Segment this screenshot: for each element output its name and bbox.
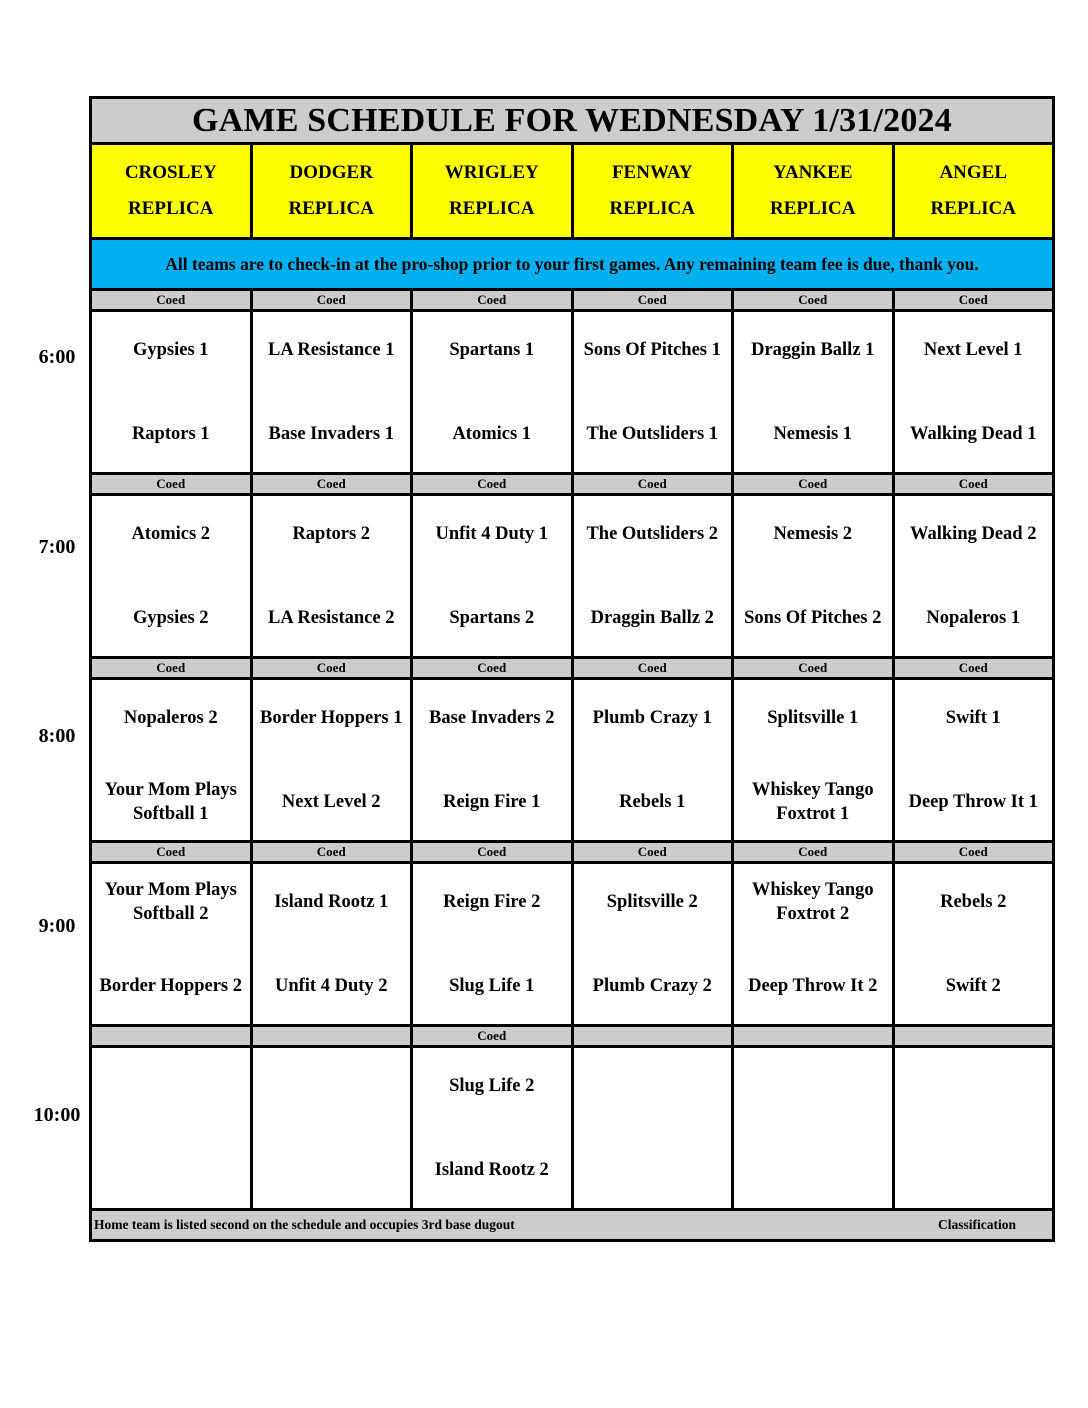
classification-cell xyxy=(251,1026,412,1047)
classification-row xyxy=(91,474,1054,495)
game-cell xyxy=(893,495,1054,658)
away-team: Raptors 2 xyxy=(292,524,371,544)
home-team: Deep Throw It 1 xyxy=(908,792,1038,812)
field-header xyxy=(733,144,894,239)
home-team: Unfit 4 Duty 2 xyxy=(274,976,388,996)
classification-cell: Coed xyxy=(251,474,412,495)
game-cell xyxy=(251,495,412,658)
home-team-note: Home team is listed second on the schedule and occupies 3rd base dugout xyxy=(94,1217,515,1232)
classification-cell: Coed xyxy=(893,842,1054,863)
game-row xyxy=(91,311,1054,474)
away-team: Swift 1 xyxy=(945,708,1001,728)
home-team xyxy=(574,1143,732,1197)
game-row xyxy=(91,679,1054,842)
game-cell xyxy=(572,311,733,474)
check-in-notice: All teams are to check-in at the pro-shop prior to your first games. Any remaining team fee is due, thank you. xyxy=(91,239,1054,290)
away-team: Spartans 1 xyxy=(449,340,535,360)
classification-cell: Coed xyxy=(893,658,1054,679)
field-subtitle: REPLICA xyxy=(769,198,856,219)
field-subtitle: REPLICA xyxy=(448,198,535,219)
game-cell xyxy=(733,311,894,474)
classification-cell: Coed xyxy=(251,842,412,863)
game-cell xyxy=(91,1047,252,1210)
home-team: Spartans 2 xyxy=(449,608,535,628)
classification-row xyxy=(91,658,1054,679)
home-team: Nopaleros 1 xyxy=(926,608,1021,628)
classification-cell: Coed xyxy=(412,474,573,495)
page-title: GAME SCHEDULE FOR WEDNESDAY 1/31/2024 xyxy=(91,98,1054,144)
field-name: WRIGLEY xyxy=(444,162,539,183)
away-team xyxy=(253,1059,411,1113)
field-name: CROSLEY xyxy=(124,162,217,183)
classification-cell: Coed xyxy=(412,1026,573,1047)
schedule-table xyxy=(89,96,1055,1242)
away-team: Island Rootz 1 xyxy=(274,892,389,912)
away-team xyxy=(574,1059,732,1113)
home-team: Swift 2 xyxy=(945,976,1001,996)
field-header xyxy=(91,144,252,239)
classification-cell: Coed xyxy=(733,290,894,311)
game-cell xyxy=(251,311,412,474)
time-slot-label: 8:00 xyxy=(38,725,76,747)
away-team: Reign Fire 2 xyxy=(443,892,541,912)
home-team: Plumb Crazy 2 xyxy=(592,976,712,996)
game-cell xyxy=(251,1047,412,1210)
field-subtitle: REPLICA xyxy=(288,198,374,219)
home-team xyxy=(734,1143,892,1197)
away-team: Unfit 4 Duty 1 xyxy=(435,524,549,544)
home-team: Gypsies 2 xyxy=(132,608,209,628)
game-cell xyxy=(733,495,894,658)
game-row xyxy=(91,863,1054,1026)
away-team: Border Hoppers 1 xyxy=(259,708,403,728)
classification-cell: Coed xyxy=(893,474,1054,495)
classification-cell: Coed xyxy=(91,658,252,679)
classification-row xyxy=(91,842,1054,863)
field-subtitle: REPLICA xyxy=(609,198,695,219)
game-cell xyxy=(251,679,412,842)
home-team: Border Hoppers 2 xyxy=(99,976,243,996)
away-team: Whiskey Tango Foxtrot 2 xyxy=(751,880,874,924)
game-row xyxy=(91,1047,1054,1210)
home-team: Slug Life 1 xyxy=(449,976,535,996)
away-team: Slug Life 2 xyxy=(449,1076,535,1096)
home-team xyxy=(253,1143,411,1197)
game-cell xyxy=(572,495,733,658)
away-team: Rebels 2 xyxy=(940,892,1007,912)
classification-cell xyxy=(893,1026,1054,1047)
away-team: LA Resistance 1 xyxy=(268,340,395,360)
classification-cell: Coed xyxy=(572,658,733,679)
game-row xyxy=(91,495,1054,658)
home-team: Sons Of Pitches 2 xyxy=(744,608,882,628)
away-team: Gypsies 1 xyxy=(132,340,209,360)
game-cell xyxy=(733,863,894,1026)
game-cell xyxy=(412,863,573,1026)
game-cell xyxy=(412,1047,573,1210)
home-team xyxy=(92,1143,250,1197)
away-team: Splitsville 2 xyxy=(606,892,698,912)
classification-cell: Coed xyxy=(91,842,252,863)
away-team: Nopaleros 2 xyxy=(123,708,218,728)
field-subtitle: REPLICA xyxy=(930,198,1016,219)
away-team: Plumb Crazy 1 xyxy=(592,708,712,728)
home-team xyxy=(895,1143,1053,1197)
game-cell xyxy=(412,495,573,658)
classification-cell: Coed xyxy=(91,290,252,311)
home-team: Atomics 1 xyxy=(452,424,532,444)
away-team: Splitsville 1 xyxy=(767,708,859,728)
home-team: Walking Dead 1 xyxy=(910,424,1037,444)
away-team: Draggin Ballz 1 xyxy=(751,340,875,360)
away-team xyxy=(92,1059,250,1113)
classification-label: Classification xyxy=(937,1217,1016,1232)
classification-cell: Coed xyxy=(733,474,894,495)
classification-cell xyxy=(572,1026,733,1047)
field-header xyxy=(893,144,1054,239)
classification-cell xyxy=(91,1026,252,1047)
home-team: Rebels 1 xyxy=(619,792,686,812)
game-cell xyxy=(412,679,573,842)
classification-cell: Coed xyxy=(91,474,252,495)
classification-cell xyxy=(733,1026,894,1047)
game-cell xyxy=(733,1047,894,1210)
game-cell xyxy=(91,863,252,1026)
home-team: Draggin Ballz 2 xyxy=(590,608,714,628)
game-cell xyxy=(91,311,252,474)
footer-row xyxy=(91,1210,1054,1241)
time-slot-label: 7:00 xyxy=(38,536,76,558)
game-cell xyxy=(572,679,733,842)
game-cell xyxy=(251,863,412,1026)
field-header xyxy=(251,144,412,239)
title-row xyxy=(91,98,1054,144)
home-team: LA Resistance 2 xyxy=(268,608,395,628)
field-header xyxy=(412,144,573,239)
field-subtitle: REPLICA xyxy=(127,198,214,219)
game-cell xyxy=(572,863,733,1026)
home-team: Base Invaders 1 xyxy=(268,424,394,444)
home-team: Reign Fire 1 xyxy=(443,792,541,812)
time-slot-label: 6:00 xyxy=(38,346,76,368)
footer-cell xyxy=(91,1210,1054,1241)
away-team: Atomics 2 xyxy=(131,524,211,544)
game-cell xyxy=(91,495,252,658)
game-cell xyxy=(572,1047,733,1210)
classification-cell: Coed xyxy=(412,290,573,311)
away-team xyxy=(895,1059,1053,1113)
away-team: Walking Dead 2 xyxy=(910,524,1037,544)
home-team: Your Mom Plays Softball 1 xyxy=(104,780,237,824)
game-cell xyxy=(91,679,252,842)
home-team: Nemesis 1 xyxy=(773,424,853,444)
classification-cell: Coed xyxy=(733,842,894,863)
field-name: ANGEL xyxy=(939,162,1008,183)
classification-row xyxy=(91,290,1054,311)
away-team: The Outsliders 2 xyxy=(586,524,719,544)
game-cell xyxy=(412,311,573,474)
away-team: Your Mom Plays Softball 2 xyxy=(104,880,237,924)
classification-cell: Coed xyxy=(412,842,573,863)
home-team: Whiskey Tango Foxtrot 1 xyxy=(751,780,874,824)
field-name: YANKEE xyxy=(772,162,853,183)
time-slot-label: 10:00 xyxy=(33,1104,81,1126)
classification-cell: Coed xyxy=(572,290,733,311)
away-team: Nemesis 2 xyxy=(773,524,853,544)
field-name: DODGER xyxy=(289,162,373,183)
field-header xyxy=(572,144,733,239)
game-cell xyxy=(893,311,1054,474)
away-team: Base Invaders 2 xyxy=(429,708,555,728)
time-slot-label: 9:00 xyxy=(38,915,76,937)
game-cell xyxy=(733,679,894,842)
home-team: Island Rootz 2 xyxy=(434,1160,549,1180)
classification-cell: Coed xyxy=(412,658,573,679)
away-team xyxy=(734,1059,892,1113)
field-header-row xyxy=(91,144,1054,239)
away-team: Sons Of Pitches 1 xyxy=(583,340,721,360)
classification-row xyxy=(91,1026,1054,1047)
classification-cell: Coed xyxy=(572,842,733,863)
game-cell xyxy=(893,679,1054,842)
game-cell xyxy=(893,1047,1054,1210)
field-name: FENWAY xyxy=(611,162,693,183)
classification-cell: Coed xyxy=(572,474,733,495)
notice-row xyxy=(91,239,1054,290)
home-team: Next Level 2 xyxy=(281,792,381,812)
classification-cell: Coed xyxy=(251,658,412,679)
home-team: Raptors 1 xyxy=(131,424,210,444)
home-team: Deep Throw It 2 xyxy=(748,976,878,996)
game-cell xyxy=(893,863,1054,1026)
away-team: Next Level 1 xyxy=(923,340,1023,360)
classification-cell: Coed xyxy=(893,290,1054,311)
home-team: The Outsliders 1 xyxy=(586,424,719,444)
classification-cell: Coed xyxy=(733,658,894,679)
classification-cell: Coed xyxy=(251,290,412,311)
